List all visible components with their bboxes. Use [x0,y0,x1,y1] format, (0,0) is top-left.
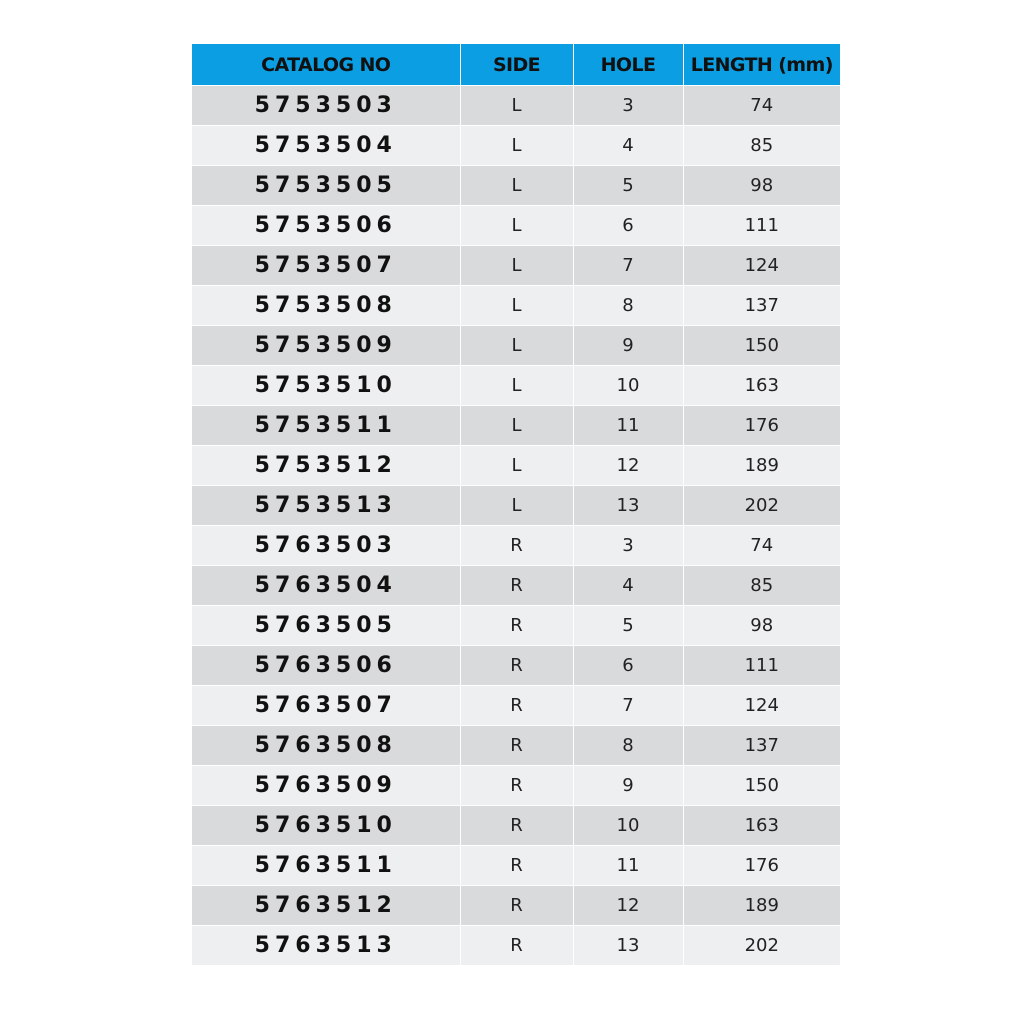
cell-catalog-no: 5763505 [192,606,460,646]
table-row [192,86,840,126]
cell-side: R [460,846,573,886]
cell-length: 189 [683,886,840,926]
cell-length: 163 [683,366,840,406]
cell-length: 111 [683,206,840,246]
cell-side: R [460,766,573,806]
table-row [192,126,840,166]
cell-side: R [460,526,573,566]
table-row [192,446,840,486]
cell-side: L [460,486,573,526]
cell-catalog-no: 5753511 [192,406,460,446]
cell-hole: 7 [573,246,683,286]
table-row [192,846,840,886]
cell-catalog-no: 5763509 [192,766,460,806]
cell-side: R [460,566,573,606]
cell-side: R [460,806,573,846]
cell-hole: 9 [573,326,683,366]
cell-side: L [460,406,573,446]
cell-length: 150 [683,766,840,806]
cell-length: 176 [683,846,840,886]
cell-hole: 13 [573,926,683,966]
cell-catalog-no: 5763513 [192,926,460,966]
cell-hole: 11 [573,406,683,446]
cell-hole: 3 [573,86,683,126]
cell-hole: 12 [573,886,683,926]
header-side: SIDE [460,44,573,86]
cell-length: 85 [683,566,840,606]
cell-hole: 8 [573,286,683,326]
header-row [192,44,840,86]
cell-side: R [460,646,573,686]
cell-catalog-no: 5763507 [192,686,460,726]
cell-side: L [460,246,573,286]
cell-catalog-no: 5753503 [192,86,460,126]
table-row [192,806,840,846]
cell-catalog-no: 5753512 [192,446,460,486]
table-row [192,286,840,326]
table-row [192,406,840,446]
table-row [192,766,840,806]
cell-side: L [460,126,573,166]
cell-hole: 6 [573,206,683,246]
cell-catalog-no: 5753513 [192,486,460,526]
catalog-table-container [192,44,840,965]
cell-length: 74 [683,526,840,566]
cell-length: 176 [683,406,840,446]
cell-hole: 4 [573,566,683,606]
cell-hole: 7 [573,686,683,726]
cell-hole: 12 [573,446,683,486]
table-row [192,326,840,366]
cell-catalog-no: 5763508 [192,726,460,766]
cell-side: R [460,606,573,646]
cell-hole: 6 [573,646,683,686]
cell-catalog-no: 5753508 [192,286,460,326]
cell-side: L [460,166,573,206]
cell-hole: 10 [573,806,683,846]
cell-catalog-no: 5763512 [192,886,460,926]
cell-length: 98 [683,606,840,646]
cell-hole: 4 [573,126,683,166]
table-row [192,206,840,246]
cell-hole: 11 [573,846,683,886]
cell-side: L [460,446,573,486]
cell-hole: 8 [573,726,683,766]
cell-side: L [460,86,573,126]
cell-catalog-no: 5763504 [192,566,460,606]
cell-hole: 13 [573,486,683,526]
header-length: LENGTH (mm) [683,44,840,86]
cell-catalog-no: 5753504 [192,126,460,166]
table-row [192,726,840,766]
cell-catalog-no: 5753510 [192,366,460,406]
cell-hole: 3 [573,526,683,566]
cell-length: 150 [683,326,840,366]
cell-length: 124 [683,246,840,286]
table-row [192,526,840,566]
cell-side: L [460,326,573,366]
cell-side: L [460,286,573,326]
cell-side: L [460,366,573,406]
table-row [192,486,840,526]
cell-side: R [460,686,573,726]
cell-hole: 5 [573,606,683,646]
table-row [192,646,840,686]
header-catalog-no: CATALOG NO [192,44,460,86]
cell-length: 202 [683,926,840,966]
cell-length: 74 [683,86,840,126]
table-row [192,566,840,606]
cell-catalog-no: 5753506 [192,206,460,246]
cell-length: 85 [683,126,840,166]
cell-side: R [460,886,573,926]
table-row [192,686,840,726]
cell-side: R [460,726,573,766]
table-row [192,926,840,966]
cell-length: 163 [683,806,840,846]
table-row [192,606,840,646]
table-body [192,86,840,966]
catalog-table [192,44,840,965]
cell-hole: 9 [573,766,683,806]
cell-side: L [460,206,573,246]
cell-catalog-no: 5753507 [192,246,460,286]
cell-length: 189 [683,446,840,486]
cell-hole: 5 [573,166,683,206]
cell-length: 98 [683,166,840,206]
cell-catalog-no: 5763506 [192,646,460,686]
cell-catalog-no: 5763511 [192,846,460,886]
cell-length: 137 [683,286,840,326]
cell-catalog-no: 5763510 [192,806,460,846]
cell-catalog-no: 5753509 [192,326,460,366]
cell-catalog-no: 5763503 [192,526,460,566]
cell-catalog-no: 5753505 [192,166,460,206]
cell-hole: 10 [573,366,683,406]
cell-side: R [460,926,573,966]
table-row [192,366,840,406]
cell-length: 111 [683,646,840,686]
cell-length: 124 [683,686,840,726]
table-row [192,166,840,206]
cell-length: 202 [683,486,840,526]
table-row [192,246,840,286]
table-row [192,886,840,926]
cell-length: 137 [683,726,840,766]
header-hole: HOLE [573,44,683,86]
